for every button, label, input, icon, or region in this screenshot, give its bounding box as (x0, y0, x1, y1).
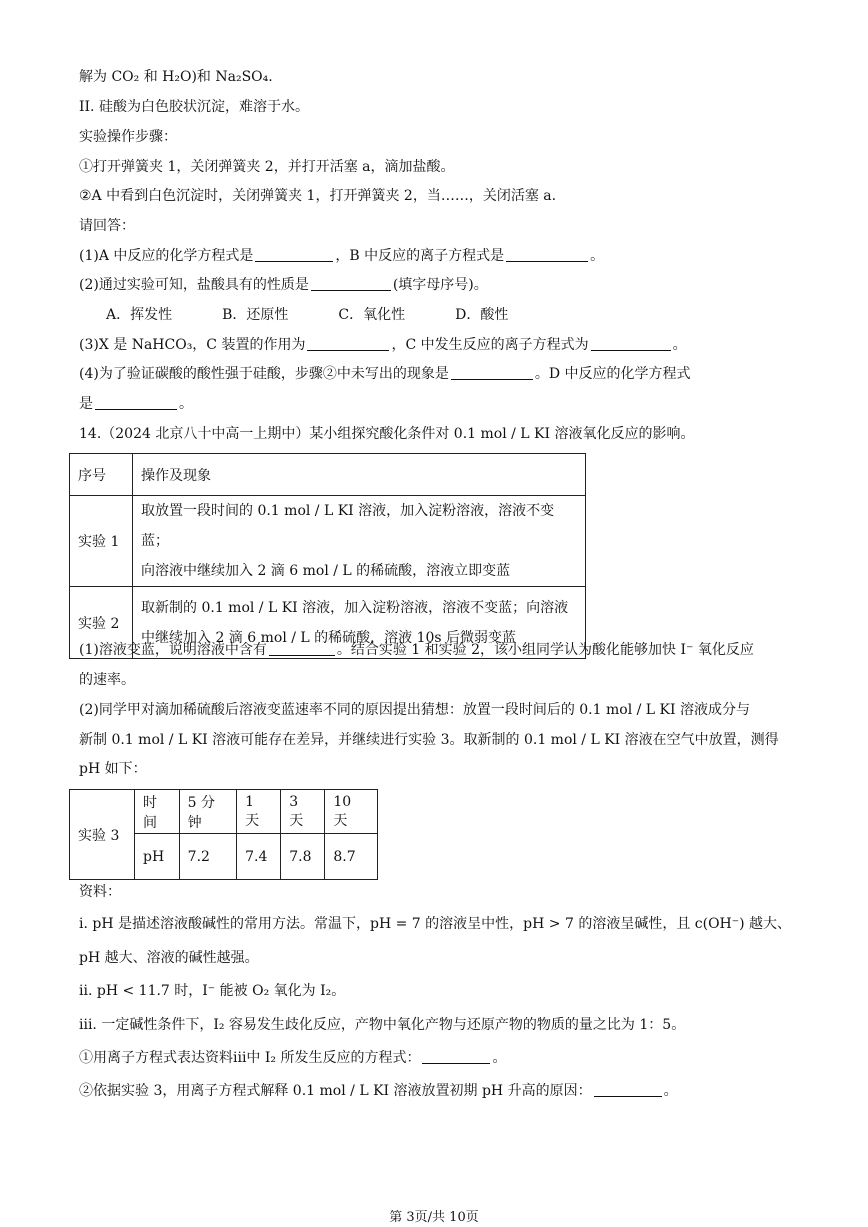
question-text: (填字母序号)。 (392, 277, 488, 293)
ops-line: 向溶液中继续加入 2 滴 6 mol / L 的稀硫酸，溶液立即变蓝 (141, 563, 511, 579)
text-line: 解为 CO₂ 和 H₂O)和 Na₂SO₄. (79, 69, 273, 85)
question-text: (1)溶液变蓝，说明溶液中含有 (79, 642, 267, 658)
table-cell: 1 天 (237, 790, 281, 834)
question-text: ，B 中反应的离子方程式是 (335, 248, 505, 264)
question-3 (79, 335, 687, 355)
reference-i: i. pH 是描述溶液酸碱性的常用方法。常温下，pH = 7 的溶液呈中性，pH > 7 的溶液呈碱性，且 c(OH⁻) 越大、 (79, 916, 792, 932)
task-2 (79, 1081, 678, 1101)
table-cell: 3 天 (281, 790, 325, 834)
table-header: 序号 (70, 454, 133, 496)
reference-ii: ii. pH < 11.7 时，I⁻ 能被 O₂ 氧化为 I₂。 (79, 983, 346, 999)
experiment-ops (133, 496, 586, 587)
question-text: ②依据实验 3，用离子方程式解释 0.1 mol / L KI 溶液放置初期 pH 升高的原因： (79, 1083, 592, 1099)
problem-14-heading: 14.（2024 北京八十中高一上期中）某小组探究酸化条件对 0.1 mol / L KI 溶液氧化反应的影响。 (79, 426, 695, 442)
ops-line: 取放置一段时间的 0.1 mol / L KI 溶液，加入淀粉溶液，溶液不变蓝； (141, 503, 555, 549)
question-text: 是 (79, 396, 93, 412)
question-text: ，C 中发生反应的离子方程式为 (391, 337, 589, 353)
answer-blank[interactable] (307, 336, 389, 351)
answer-blank[interactable] (594, 1082, 662, 1097)
question-text: 。 (663, 1083, 678, 1099)
question-text: ①用离子方程式表达资料iii中 I₂ 所发生反应的方程式： (79, 1050, 421, 1066)
question-text: (3)X 是 NaHCO₃，C 装置的作用为 (79, 337, 306, 353)
experiment-name: 实验 1 (70, 496, 133, 587)
ops-line: 中继续加入 2 滴 6 mol / L 的稀硫酸，溶液 10s 后微弱变蓝 (141, 629, 517, 646)
table-cell: 时间 (135, 790, 180, 834)
table-cell: 5 分钟 (179, 790, 236, 834)
text-line: pH 越大、溶液的碱性越强。 (79, 950, 259, 966)
option-b[interactable]: B．还原性 (222, 307, 289, 323)
reference-iii: iii. 一定碱性条件下，I₂ 容易发生歧化反应，产物中氧化产物与还原产物的物质的量之比为 1：5。 (79, 1017, 686, 1033)
text-line: pH 如下： (79, 761, 147, 777)
text-line: 的速率。 (79, 672, 135, 688)
options-row (106, 305, 558, 325)
question-1 (79, 246, 604, 266)
answer-blank[interactable] (269, 641, 335, 656)
text-line: 新制 0.1 mol / L KI 溶液可能存在差异，并继续进行实验 3。取新制的 0.1 mol / L KI 溶液在空气中放置，测得 (79, 732, 779, 748)
answer-blank[interactable] (591, 336, 671, 351)
table-row (70, 496, 586, 587)
answer-blank[interactable] (451, 365, 533, 380)
reference-heading: 资料： (79, 884, 121, 900)
task-1 (79, 1048, 506, 1068)
experiment-name: 实验 2 (70, 587, 133, 659)
table-cell: 7.2 (179, 834, 236, 880)
table-cell: 10 天 (325, 790, 378, 834)
subquestion-1 (79, 640, 754, 660)
page-footer: 第 3页/共 10页 (389, 1210, 479, 1225)
table-cell: 7.4 (237, 834, 281, 880)
table-cell: 7.8 (281, 834, 325, 880)
table-cell: 8.7 (325, 834, 378, 880)
question-text: 。 (179, 396, 193, 412)
question-4 (79, 364, 691, 384)
experiment-table (69, 453, 586, 659)
question-text: 。D 中反应的化学方程式 (534, 366, 691, 382)
step-1: ①打开弹簧夹 1，关闭弹簧夹 2，并打开活塞 a，滴加盐酸。 (79, 159, 455, 175)
question-text: (1)A 中反应的化学方程式是 (79, 248, 254, 264)
ops-line: 取新制的 0.1 mol / L KI 溶液，加入淀粉溶液，溶液不变蓝；向溶液 (141, 599, 569, 616)
question-text: 。 (492, 1050, 507, 1066)
question-text: 。 (590, 248, 605, 264)
ph-table (69, 789, 378, 880)
experiment-name: 实验 3 (70, 790, 135, 880)
answer-blank[interactable] (422, 1049, 490, 1064)
question-text: (4)为了验证碳酸的酸性强于硅酸，步骤②中未写出的现象是 (79, 366, 449, 382)
question-text: (2)通过实验可知，盐酸具有的性质是 (79, 277, 309, 293)
question-text: 。结合实验 1 和实验 2，该小组同学认为酸化能够加快 I⁻ 氧化反应 (336, 642, 754, 658)
text-line: II. 硅酸为白色胶状沉淀，难溶于水。 (79, 99, 309, 115)
question-4-cont (79, 394, 193, 414)
text-line: 实验操作步骤： (79, 129, 177, 145)
option-c[interactable]: C．氧化性 (338, 307, 406, 323)
table-cell: pH (135, 834, 180, 880)
question-text: 。 (672, 337, 687, 353)
table-header: 操作及现象 (133, 454, 586, 496)
answer-blank[interactable] (311, 276, 391, 291)
question-2 (79, 275, 488, 295)
answer-blank[interactable] (95, 395, 177, 410)
answer-blank[interactable] (506, 247, 588, 262)
option-a[interactable]: A．挥发性 (106, 307, 173, 323)
step-2: ②A 中看到白色沉淀时，关闭弹簧夹 1，打开弹簧夹 2，当……，关闭活塞 a. (79, 188, 557, 204)
option-d[interactable]: D．酸性 (455, 307, 509, 323)
subquestion-2: (2)同学甲对滴加稀硫酸后溶液变蓝速率不同的原因提出猜想：放置一段时间后的 0.1 mol / L KI 溶液成分与 (79, 702, 750, 718)
text-line: 请回答： (79, 218, 135, 234)
answer-blank[interactable] (255, 247, 333, 262)
